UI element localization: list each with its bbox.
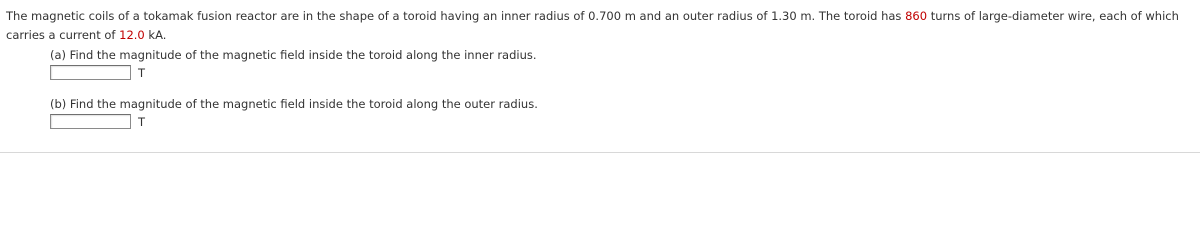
part-a-unit: T [138, 65, 146, 80]
part-b-answer-input[interactable] [50, 114, 131, 129]
part-a [50, 48, 537, 80]
problem-text-1: The magnetic coils of a tokamak fusion reactor are in the shape of a toroid having an inner radius of 0.700 m and an outer radius of 1.30 m. The toroid has [6, 9, 902, 23]
part-b-unit: T [138, 114, 146, 129]
bottom-divider [0, 152, 1200, 153]
problem-text-3: kA. [148, 28, 167, 42]
part-a-answer-input[interactable] [50, 65, 131, 80]
part-b-answer-row [50, 114, 538, 129]
current-value: 12.0 [119, 28, 145, 42]
part-b [50, 97, 538, 129]
turns-value: 860 [905, 9, 928, 23]
part-a-question: (a) Find the magnitude of the magnetic field inside the toroid along the inner radius. [50, 48, 537, 62]
part-b-question: (b) Find the magnitude of the magnetic field inside the toroid along the outer radius. [50, 97, 538, 111]
problem-statement [6, 7, 1194, 45]
problem-text-2: turns of large-diameter wire, each of which carries a current of [6, 9, 1179, 42]
part-a-answer-row [50, 65, 537, 80]
